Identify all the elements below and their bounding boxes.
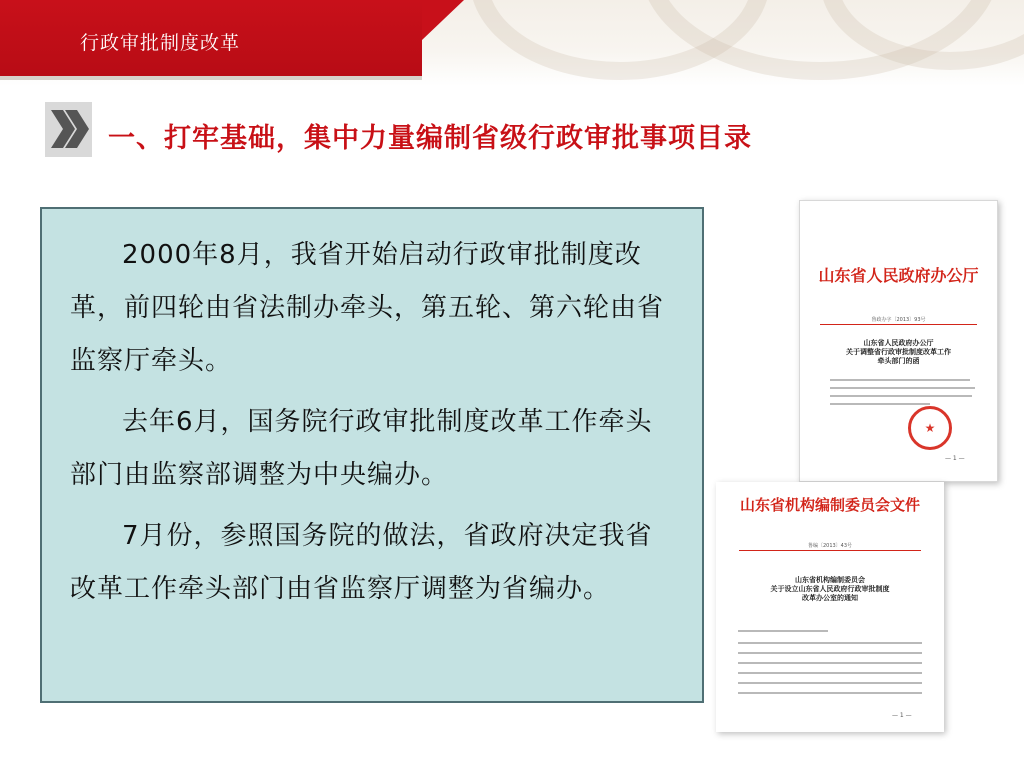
document-number: 鲁编〔2013〕43号: [807, 543, 853, 549]
document-title-line: 关于设立山东省人民政府行政审批制度: [770, 585, 890, 593]
document-text-line: [738, 662, 922, 664]
document-title-line: 关于调整省行政审批制度改革工作: [846, 348, 951, 356]
double-chevron-right-icon: [45, 102, 92, 157]
document-text-line: [738, 682, 922, 684]
paragraph: 7月份，参照国务院的做法，省政府决定我省改革工作牵头部门由省监察厅调整为省编办。: [70, 521, 653, 604]
document-text-line: [830, 387, 975, 389]
document-text-line: [738, 672, 922, 674]
document-rule: [820, 324, 978, 325]
official-seal-icon: [908, 406, 952, 450]
header-title: 行政审批制度改革: [80, 32, 241, 54]
document-text-line: [738, 642, 922, 644]
document-text-line: [738, 652, 922, 654]
slide-heading: 一、打牢基础，集中力量编制省级行政审批事项目录: [108, 123, 752, 154]
document-header: 山东省机构编制委员会文件: [739, 496, 920, 514]
paragraph: 2000年8月，我省开始启动行政审批制度改革，前四轮由省法制办牵头，第五轮、第六轮由省监察厅牵头。: [70, 240, 665, 376]
paragraph: 去年6月，国务院行政审批制度改革工作牵头部门由监察部调整为中央编办。: [70, 407, 653, 490]
page-number: — 1 —: [892, 712, 912, 719]
document-title-line: 山东省人民政府办公厅: [863, 339, 934, 347]
document-image-1: [799, 200, 998, 482]
document-text-line: [738, 692, 922, 694]
document-text-line: [738, 630, 828, 632]
document-image-2: [716, 482, 944, 732]
document-text-line: [830, 403, 930, 405]
document-title-line: 牵头部门的函: [877, 357, 920, 365]
document-text-line: [830, 379, 970, 381]
document-text-line: [830, 395, 972, 397]
content-text-box: [40, 207, 704, 703]
document-title-line: 山东省机构编制委员会: [795, 576, 865, 584]
document-title-line: 改革办公室的通知: [802, 594, 858, 602]
document-number: 鲁政办字〔2013〕93号: [871, 317, 926, 323]
header-divider: [0, 76, 422, 80]
document-header: 山东省人民政府办公厅: [818, 266, 979, 285]
page-number: — 1 —: [945, 455, 965, 462]
document-rule: [739, 550, 921, 551]
